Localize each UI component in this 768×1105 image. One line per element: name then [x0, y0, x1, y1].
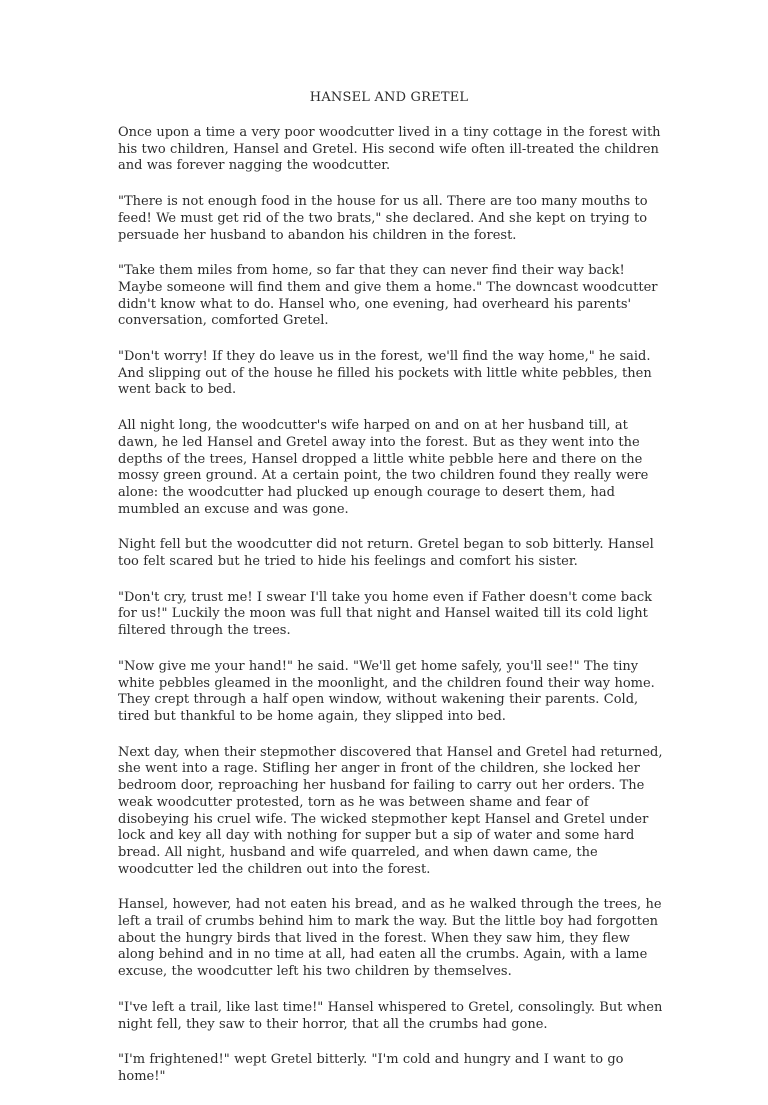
paragraph-3: "Take them miles from home, so far that they can never find their way back! Maybe someone will find them and give them a home." The downcast woodcutter didn't know what to do. Hansel who, one evening, had overheard his parents' conversation, comforted Gretel. — [118, 263, 658, 329]
document-title: HANSEL AND GRETEL — [309, 90, 469, 105]
paragraph-11: "I've left a trail, like last time!" Hansel whispered to Gretel, consolingly. But when night fell, they saw to their horror, that all the crumbs had gone. — [118, 999, 663, 1032]
paragraph-5: All night long, the woodcutter's wife harped on and on at her husband till, at dawn, he led Hansel and Gretel away into the forest. But as they went into the depths of the trees, Hansel dropped a little white pebble here and there on the mossy green ground. At a certain point, the two children found they really were alone: the woodcutter had plucked up enough courage to desert them, had mumbled an excuse and was gone. — [118, 418, 649, 517]
document-body — [118, 125, 663, 1105]
paragraph-10: Hansel, however, had not eaten his bread, and as he walked through the trees, he left a trail of crumbs behind him to mark the way. But the little boy had forgotten about the hungry birds that lived in the forest. When they saw him, they flew along behind and in no time at all, had eaten all the crumbs. Again, with a lame excuse, the woodcutter left his two children by themselves. — [118, 897, 662, 980]
paragraph-4: "Don't worry! If they do leave us in the forest, we'll find the way home," he said. And slipping out of the house he filled his pockets with little white pebbles, then went back to bed. — [118, 349, 652, 398]
paragraph-12: "I'm frightened!" wept Gretel bitterly. "I'm cold and hungry and I want to go home!" — [118, 1052, 624, 1084]
paragraph-1: Once upon a time a very poor woodcutter lived in a tiny cottage in the forest with his two children, Hansel and Gretel. His second wife often ill-treated the children and was forever nagging the woodcutter. — [118, 125, 661, 174]
paragraph-8: "Now give me your hand!" he said. "We'll get home safely, you'll see!" The tiny white pebbles gleamed in the moonlight, and the children found their way home. They crept through a half open window, without wakening their parents. Cold, tired but thankful to be home again, they slipped into bed. — [118, 658, 655, 724]
paragraph-2: "There is not enough food in the house for us all. There are too many mouths to feed! We must get rid of the two brats," she declared. And she kept on trying to persuade her husband to abandon his children in the forest. — [118, 194, 648, 243]
paragraph-9: Next day, when their stepmother discovered that Hansel and Gretel had returned, she went into a rage. Stifling her anger in front of the children, she locked her bedroom door, reproaching her husband for failing to carry out her orders. The weak woodcutter protested, torn as he was between shame and fear of disobeying his cruel wife. The wicked stepmother kept Hansel and Gretel under lock and key all day with nothing for supper but a sip of water and some hard bread. All night, husband and wife quarreled, and when dawn came, the woodcutter led the children out into the forest. — [118, 744, 663, 877]
paragraph-6: Night fell but the woodcutter did not return. Gretel began to sob bitterly. Hansel too felt scared but he tried to hide his feelings and comfort his sister. — [118, 537, 654, 570]
paragraph-7: "Don't cry, trust me! I swear I'll take you home even if Father doesn't come back for us!" Luckily the moon was full that night and Hansel waited till its cold light filtered through the trees. — [118, 589, 653, 639]
